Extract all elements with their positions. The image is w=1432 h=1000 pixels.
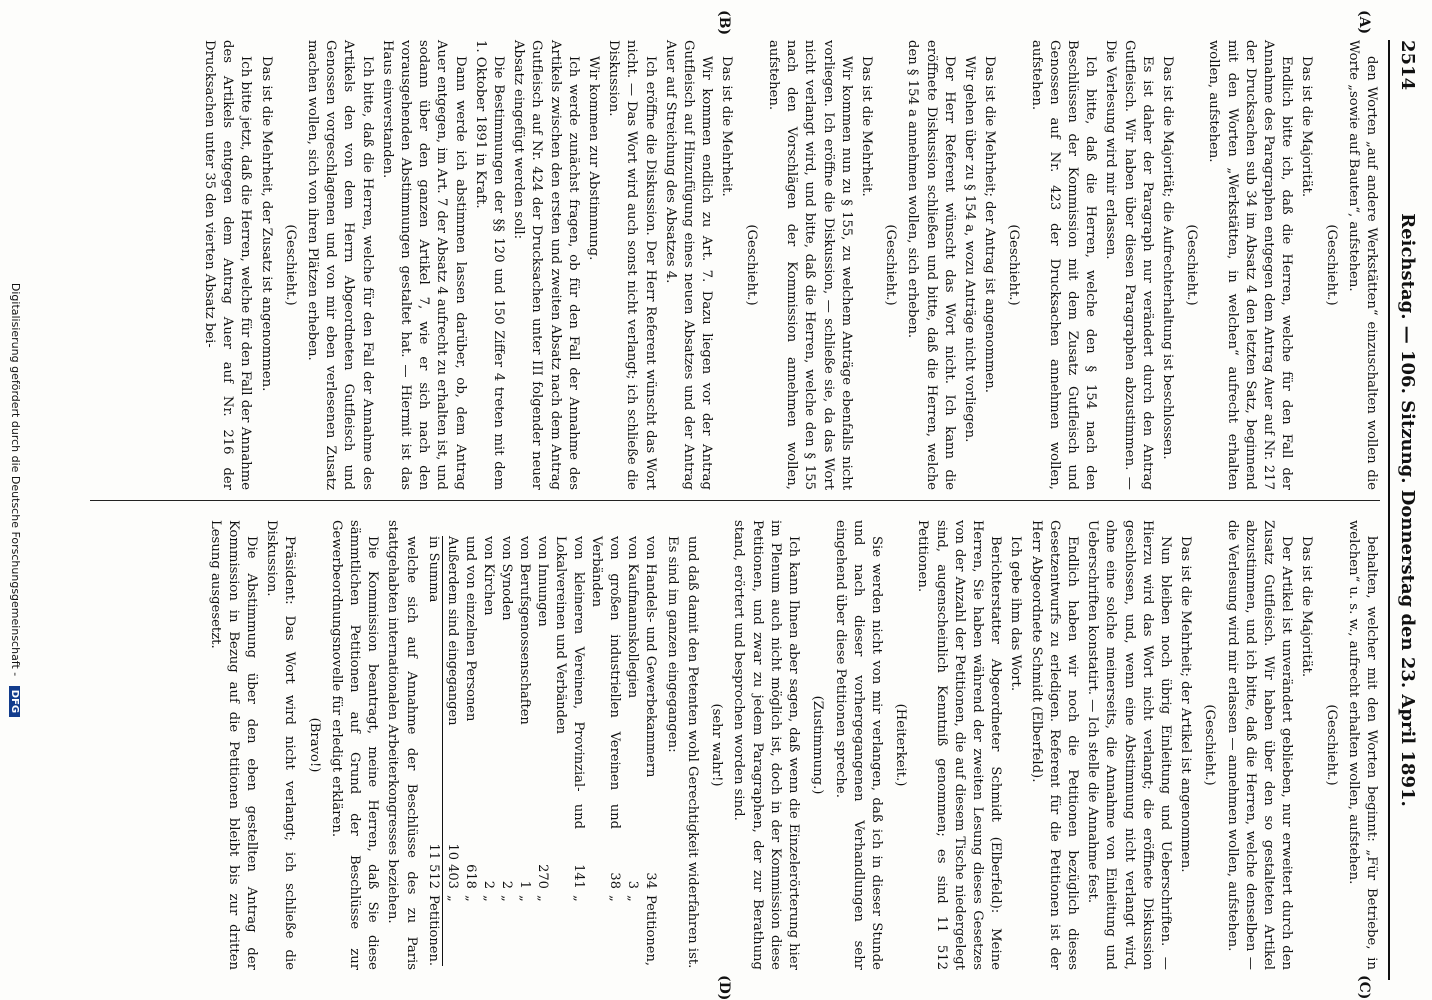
paragraph: Der Herr Referent wünscht das Wort nicht. Ich kann die eröffnete Diskussion schließen und bitte, daß die Herren, welche den § 154 a annehmen wollen, sich erheben. [905,40,957,490]
paragraph: Ich bitte, daß die Herren, welche für den Fall der Annahme des Artikels den von dem Herrn Abgeordneten Gutfleisch und Genossen vorgeschlagenen und von mir eben verlesenen Zusatz machen wollen, sich von ihren Plätzen erheben. [305,40,375,490]
paragraph: behalten, welcher mit den Worten beginnt: „Für Betriebe, in welchen“ u. s. w., aufrecht erhalten wollen, aufstehen. [1345,520,1379,970]
paragraph: Das ist die Mehrheit. [858,56,874,197]
petition-unit: „ [534,894,550,902]
paragraph: Endlich haben wir noch die Petitionen bezüglich dieses Gesetzentwurfs zu erledigen. Referent für die Petitionen ist der Herr Abgeordnete Schmidt (Elberfeld). [1028,520,1080,970]
paragraph: Das ist die Majorität; die Aufrechterhaltung ist beschlossen. [1159,56,1175,460]
petition-row [551,536,587,966]
stage-direction: (Geschieht.) [1323,224,1339,306]
right-column-bottom [205,520,419,970]
stage-direction: (Geschieht.) [282,224,298,306]
petition-row [479,536,497,966]
petition-num: 270 [534,864,550,889]
petition-num: 2 [498,880,514,889]
petition-row [424,536,443,966]
paragraph: Ich bitte jetzt, daß die Herren, welche für den Fall der Annahme des Artikels entgegen dem Antrag Auer auf Nr. 216 der Drucksachen unter 35 den vierten Absatz bei- [202,40,254,490]
stage-direction: (sehr wahr!) [709,703,725,787]
petition-row [533,536,551,966]
petition-num: 2 [480,880,496,889]
paragraph: Das ist die Mehrheit. [719,56,735,197]
stage-direction: (Geschieht.) [1006,224,1022,306]
paragraph: Endlich bitte ich, daß die Herren, welche für den Fall der Annahme des Paragraphen entgegen dem Antrag Auer auf Nr. 217 der Drucksachen sub 34 im Absatz 4 den letzten Satz, beginnend mit den Worten „Werkstätten, in welchen“ aufrecht erhalten wollen, aufstehen. [1206,40,1295,490]
petition-label: von Kaufmannskollegien [624,536,640,699]
left-column [80,40,1380,490]
paragraph: Ich eröffne die Diskussion. Der Herr Referent wünscht das Wort nicht. — Das Wort wird auch sonst nicht verlangt; ich schließe die Diskussion. [606,40,658,490]
margin-mark-d: (D) [716,975,732,1000]
petition-num: 141 [570,864,586,889]
petition-row [515,536,533,966]
right-column [80,520,1380,970]
margin-mark-c: (C) [1356,975,1372,1000]
paragraph: Ich kann Ihnen aber sagen, daß wenn die Einzelerörterung hier im Plenum auch nicht möglich ist, doch in der Kommission diese Petitionen, und zwar zu jedem Paragraphen, der zur Berathung stand, erörtert und besprochen worden sind. [731,520,802,970]
stage-direction: (Bravo!) [306,717,322,773]
petition-label: von Synoden [498,536,514,621]
paragraph: Die Bestimmungen der §§ 120 und 150 Ziffer 4 treten mit dem 1. Oktober 1891 in Kraft. [472,40,507,490]
petition-unit: „ [606,894,622,902]
petition-label: von Kirchen [480,536,496,616]
petition-label: von großen industriellen Vereinen und Verbänden [588,536,622,829]
stage-direction: (Geschieht.) [743,224,759,306]
paragraph: Wir kommen zur Abstimmung. [586,56,602,261]
petition-label: in Summa [425,536,441,603]
margin-mark-b: (B) [716,10,732,36]
petition-unit: „ [480,894,496,902]
petition-unit: Petitionen. [425,894,441,966]
paragraph: Das ist die Mehrheit; der Antrag ist angenommen. [982,56,998,393]
margin-mark-a: (A) [1356,10,1372,35]
petition-unit: „ [462,894,478,902]
petitions-table [424,536,659,966]
stage-direction: (Geschieht.) [1202,704,1218,786]
petition-unit: „ [570,894,586,902]
petition-unit: „ [624,894,640,902]
paragraph: Sie werden nicht von mir verlangen, daß ich in dieser Stunde und nach dieser vorhergegangenen Verhandlungen sehr eingehend über diese Petitionen spreche. [832,520,884,970]
paragraph: Das ist die Majorität. [1299,56,1315,198]
paragraph: Dann werde ich abstimmen lassen darüber, ob, dem Antrag Auer entgegen, im Art. 7 der Absatz 4 aufrecht zu erhalten ist, und sodann über den ganzen Artikel 7, wie er sich nach den vorausgehenden Abstimmungen gestaltet hat. — Hiermit ist das Haus einverstanden. [379,40,468,490]
paragraph: Ich werde zunächst fragen, ob für den Fall der Annahme des Artikels zwischen den ersten und zweiten Absatz nach dem Antrag Gutfleisch auf Nr. 424 der Drucksachen unter III folgender neuer Absatz eingefügt werden soll: [511,40,581,490]
petition-row [497,536,515,966]
petition-num: 38 [606,872,622,889]
paragraph: Die Abstimmung über den eben gestellten Antrag der Kommission in Bezug auf die Petitionen bleibt bis zur dritten Lesung ausgesetzt. [207,520,260,970]
paragraph: welche sich auf Annahme der Beschlüsse des zu Paris stattgehabten internationalen Arbeiterkongresses beziehen. [385,520,419,970]
stage-direction: (Geschieht.) [1184,224,1200,306]
paragraph: Es ist daher der Paragraph nur verändert durch den Antrag Gutfleisch. Wir haben über diesen Paragraphen abzustimmen. — Die Verlesung wird mir erlassen. [1103,40,1155,490]
page-number: 2514 [1397,40,1418,91]
column-divider [90,500,1380,501]
petition-num: 34 [642,872,658,889]
paragraph: Der Artikel ist unverändert geblieben, nur erweitert durch den Zusatz Gutfleisch. Wir haben über den so gestalteten Artikel abzustimmen, und ich bitte, daß die Herren, welche denselben — die Verlesung wird mir erlassen — annehmen wollen, aufstehen. [1224,520,1295,970]
paragraph: Die Kommission beantragt, meine Herren, daß Sie diese sämmtlichen Petitionen auf Grund der Beschlüsse zur Gewerbeordnungsnovelle für erledigt erklären. [328,520,381,970]
petition-unit: Petitionen, [642,894,658,966]
petition-label: von Handels- und Gewerbekammern [642,536,658,778]
petition-row [442,536,461,966]
paragraph: Ich gebe ihm das Wort. [1008,536,1024,692]
paragraph: Wir kommen endlich zu Art. 7. Dazu liegen vor der Antrag Gutfleisch auf Hinzufügung eines neuen Absatzes und der Antrag Auer auf Streichung des Absatzes 4. [662,40,715,490]
paragraph: Es sind im ganzen eingegangen: [664,536,680,753]
page-title: Reichstag. — 106. Sitzung. Donnerstag den 23. April 1891. [1397,213,1418,807]
paragraph: Präsident: Das Wort wird nicht verlangt; ich schließe die Diskussion. [264,520,298,970]
petition-unit: „ [516,894,532,902]
stage-direction: (Heiterkeit.) [893,703,909,787]
paragraph: Das ist die Majorität. [1299,536,1315,678]
petition-num: 1 [516,880,532,889]
stage-direction: (Geschieht.) [883,224,899,306]
petition-label: von Innungen [534,536,550,627]
petition-label: von kleineren Vereinen, Provinzial- und Lokalvereinen und Verbänden [552,536,586,829]
page-header [1388,40,1424,980]
paragraph: den Worten „auf andere Werkstätten“ einzuschalten wollen die Worte „sowie auf Bauten“, aufstehen. [1345,40,1379,490]
paragraph: Das ist die Mehrheit; der Artikel ist angenommen. [1178,536,1194,873]
paragraph: Wir gehen über zu § 154 a, wozu Anträge nicht vorliegen. [961,56,977,443]
petition-num: 10 403 [444,843,460,889]
petition-label: von Berufsgenossenschaften [516,536,532,725]
petition-num: 3 [624,880,640,889]
petition-row [461,536,479,966]
paragraph: Das ist die Mehrheit, der Zusatz ist angenommen. [258,56,274,392]
petition-num: 11 512 [425,843,441,889]
right-column-top [663,520,1380,970]
paragraph: und daß damit den Petenten wohl Gerechtigkeit widerfahren ist. [685,536,701,969]
petition-row [623,536,641,966]
paragraph: Berichterstatter Abgeordneter Schmidt (Elberfeld): Meine Herren, Sie haben während der zweiten Lesung dieses Gesetzes von der Anzahl der Petitionen, die auf diesem Tische niedergelegt sind, augenscheinlich Kenntniß genommen; es sind 11 512 Petitionen. [915,520,1004,970]
petition-unit: „ [444,894,460,902]
footer-text: Digitalisierung gefördert durch die Deutsche Forschungsgemeinschaft - [9,282,22,677]
stage-direction: (Geschieht.) [1323,704,1339,786]
footer [2,0,22,1000]
petition-row [641,536,659,966]
petition-label: und von einzelnen Personen [462,536,478,722]
paragraph: Nun bleiben noch übrig Einleitung und Ueberschriften. — Hierzu wird das Wort nicht verlangt; die eröffnete Diskussion geschlossen, und, wenn eine Abstimmung nicht verlangt wird, ohne eine solche meinerseits, die Annahme von Einleitung und Ueberschriften konstatirt. — Ich stelle die Annahme fest. [1085,520,1173,970]
petition-unit: „ [498,894,514,902]
paragraph: Wir kommen nun zu § 155, zu welchem Anträge ebenfalls nicht vorliegen. Ich eröffne die Diskussion, — schließe sie, da das Wort nicht verlangt wird, und bitte, daß die Herren, welche den § 155 nach den Vorschlägen der Kommission annehmen wollen, aufstehen. [765,40,854,490]
paragraph: Ich bitte, daß die Herren, welche den § 154 nach den Beschlüssen der Kommission mit dem Zusatz Gutfleisch und Genossen auf Nr. 423 der Drucksachen annehmen wollen, aufstehen. [1028,40,1099,490]
petition-label: Außerdem sind eingegangen [444,536,460,726]
dfg-logo: DFG [9,686,20,717]
petition-row [587,536,623,966]
stage-direction: (Zustimmung.) [810,695,826,795]
petition-num: 618 [462,864,478,889]
